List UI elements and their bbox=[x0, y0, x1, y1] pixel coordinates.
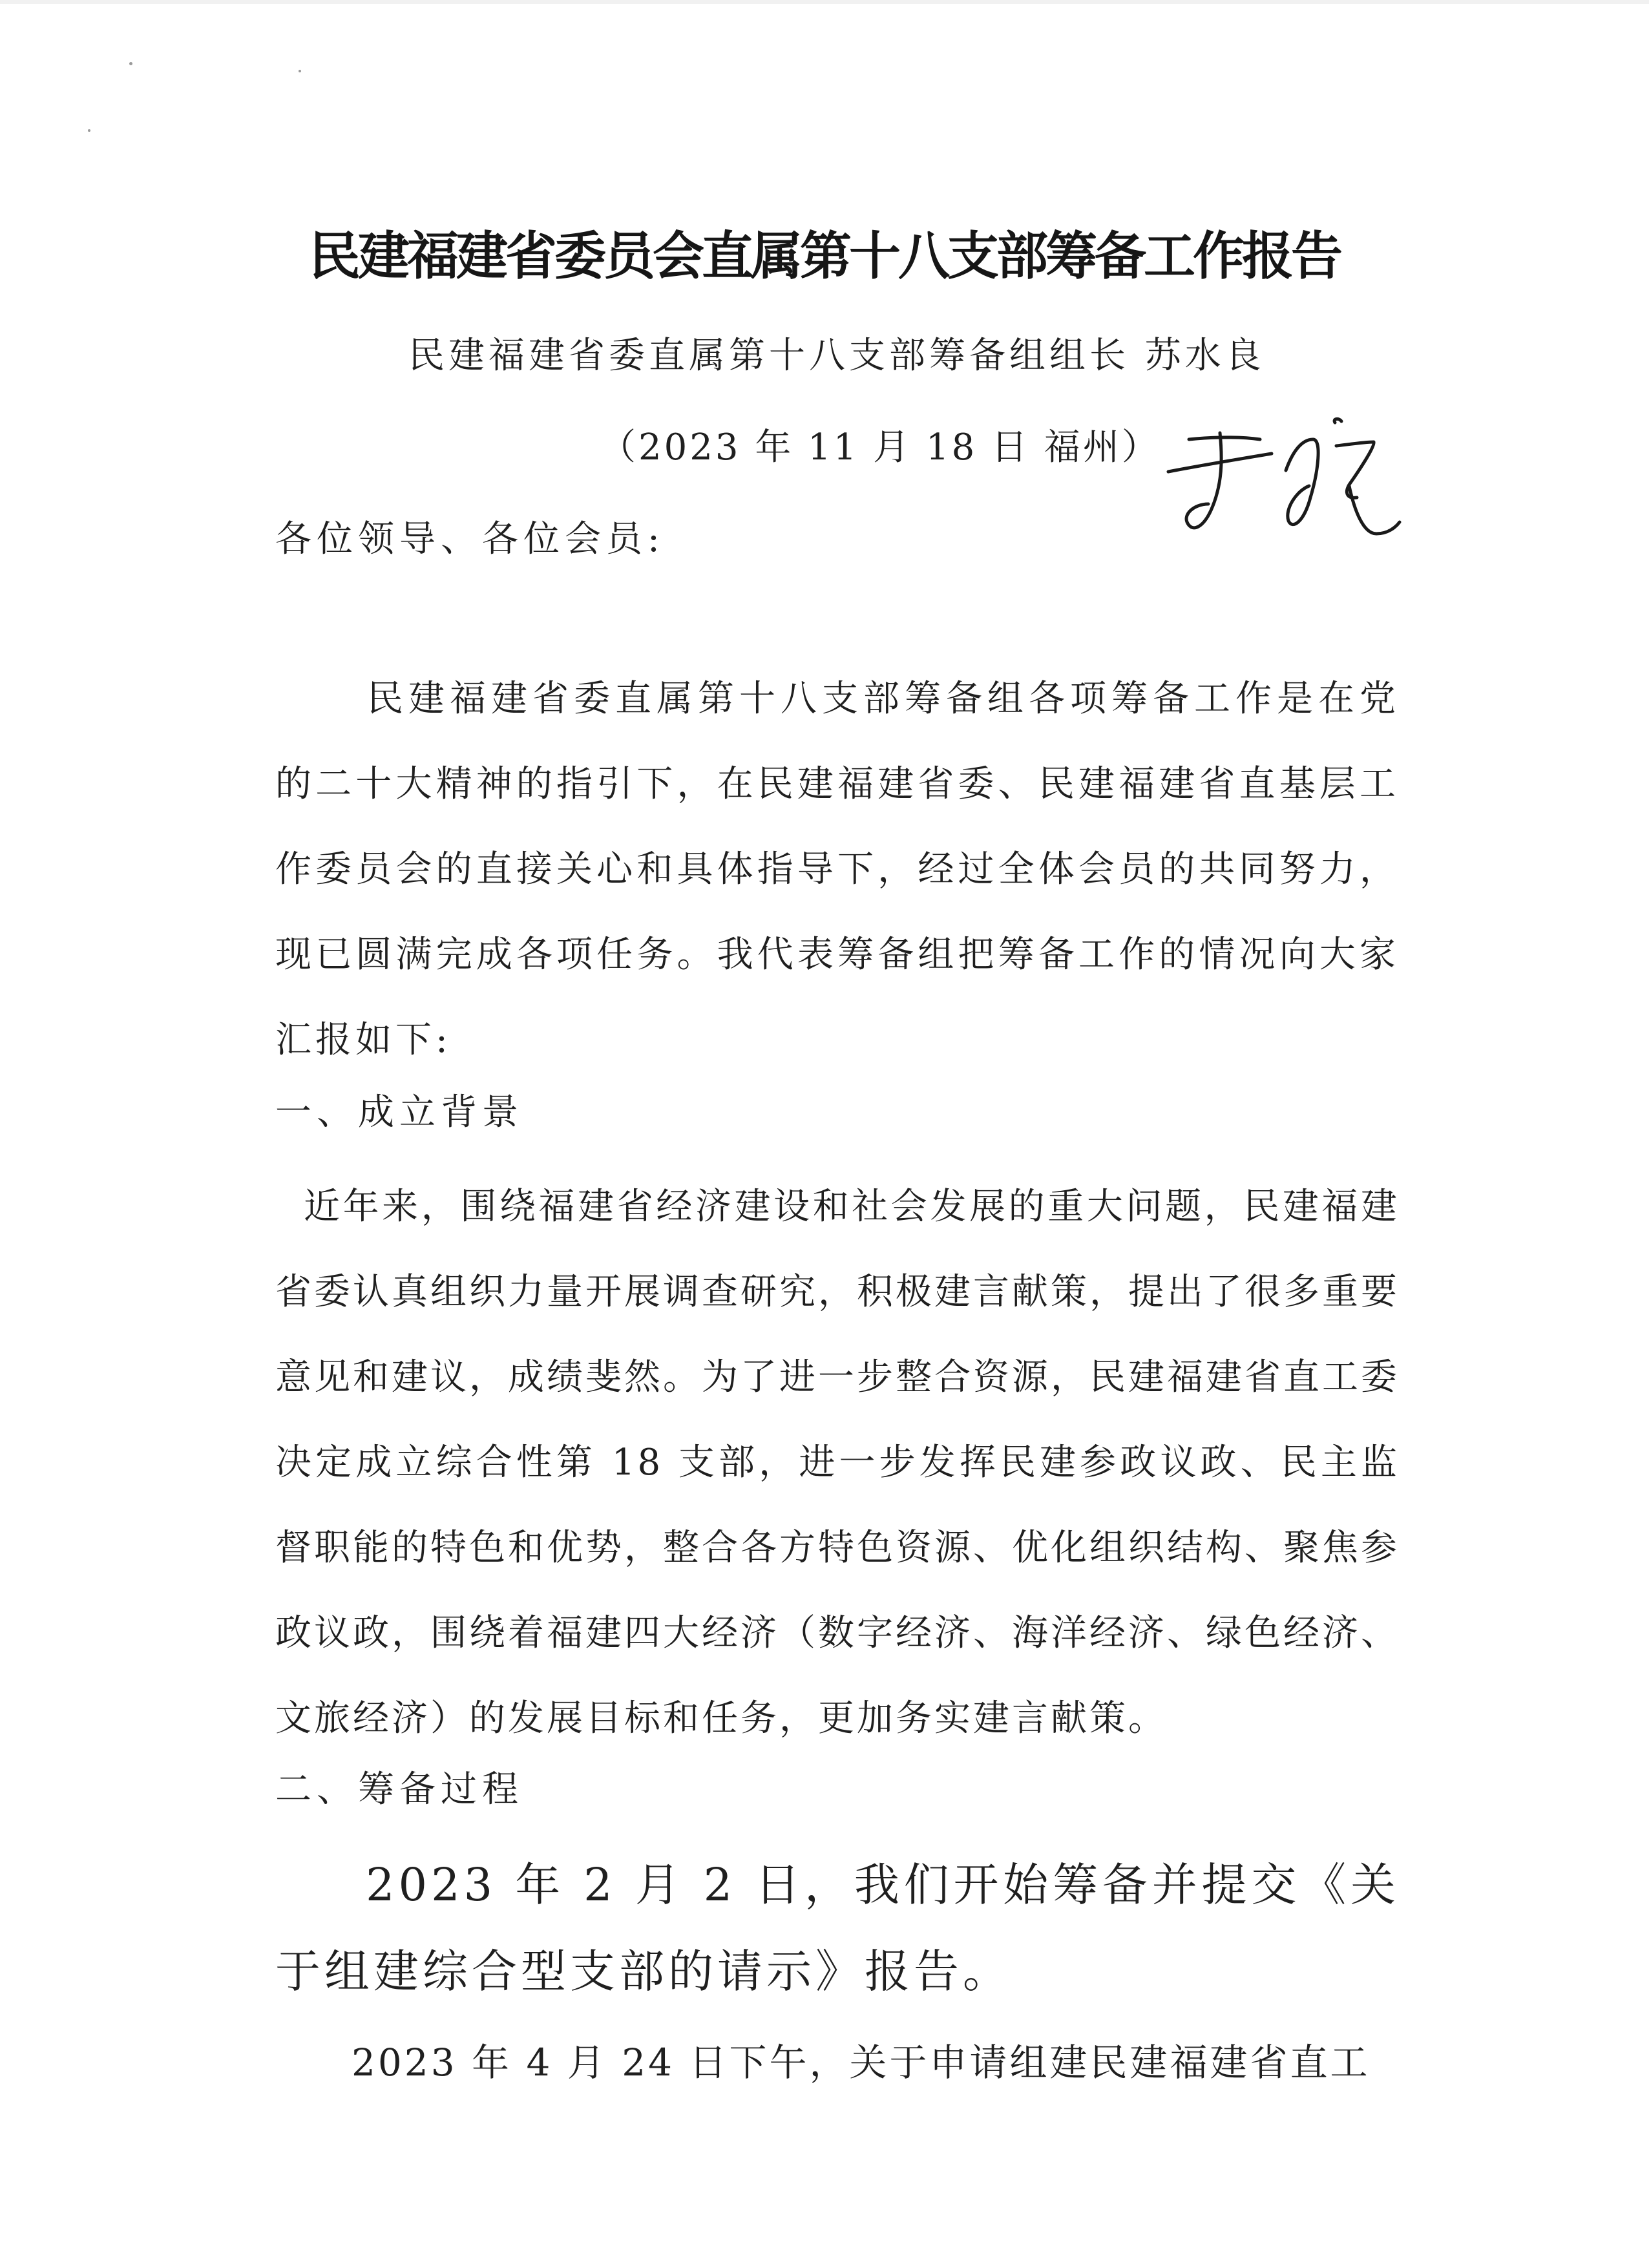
scan-speck bbox=[129, 62, 132, 65]
section-heading-process: 二、筹备过程 bbox=[275, 1769, 523, 1811]
process-paragraph-2: 2023 年 4 月 24 日下午，关于申请组建民建福建省直工 bbox=[352, 2041, 1371, 2084]
section-heading-background: 一、成立背景 bbox=[275, 1091, 523, 1133]
salutation: 各位领导、各位会员: bbox=[275, 518, 665, 560]
process-paragraph-1: 2023 年 2 月 2 日，我们开始筹备并提交《关于组建综合型支部的请示》报告。 bbox=[275, 1858, 1400, 1998]
date-location: （2023 年 11 月 18 日 福州） bbox=[600, 426, 1161, 468]
scan-speck bbox=[88, 129, 90, 132]
scan-speck bbox=[299, 70, 301, 72]
intro-paragraph: 民建福建省委直属第十八支部筹备组各项筹备工作是在党的二十大精神的指引下，在民建福建省委、民建福建省直基层工作委员会的直接关心和具体指导下，经过全体会员的共同努力，现已圆满完成各项任务。我代表筹备组把筹备工作的情况向大家汇报如下: bbox=[275, 678, 1400, 1061]
document-title: 民建福建省委员会直属第十八支部筹备工作报告 bbox=[309, 226, 1340, 286]
background-paragraph: 近年来，围绕福建省经济建设和社会发展的重大问题，民建福建省委认真组织力量开展调查研究，积极建言献策，提出了很多重要意见和建议，成绩斐然。为了进一步整合资源，民建福建省直工委决定成立综合性第 18 支部，进一步发挥民建参政议政、民主监督职能的特色和优势，整合各方特色资源、优化组织结构、聚焦参政议政，围绕着福建四大经济（数字经济、海洋经济、绿色经济、文旅经济）的发展目标和任务，更加务实建言献策。 bbox=[275, 1186, 1400, 1739]
handwritten-signature bbox=[1163, 414, 1402, 562]
author-byline: 民建福建省委直属第十八支部筹备组组长 苏水良 bbox=[408, 335, 1265, 377]
